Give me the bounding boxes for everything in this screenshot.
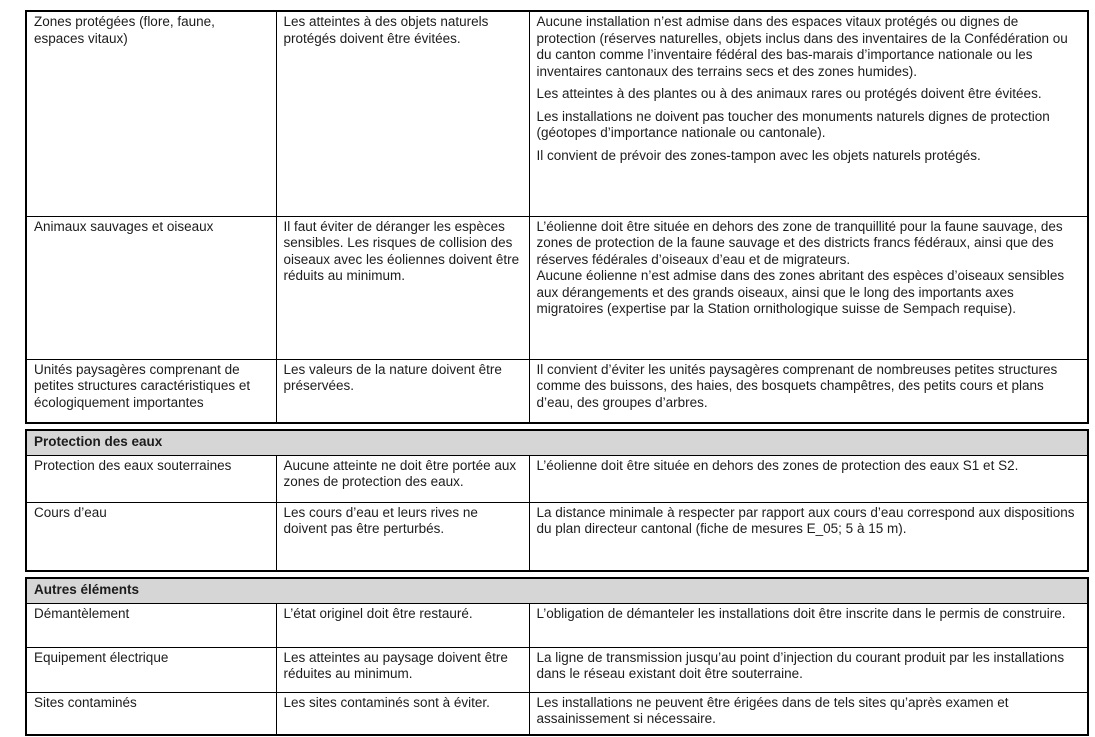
paragraph: Les installations ne doivent pas toucher des monuments naturels dignes de protection (géotopes d’importance nationale ou cantonale). [536, 108, 1050, 140]
table-row [26, 455, 1088, 502]
cell-details [529, 216, 1088, 359]
cell-principle: L’état originel doit être restauré. [276, 603, 529, 647]
cell-details [529, 502, 1088, 571]
section-title: Autres éléments [26, 578, 1088, 603]
cell-principle: Les atteintes au paysage doivent être réduites au minimum. [276, 647, 529, 692]
paragraph: Il convient d’éviter les unités paysagères comprenant de nombreuses petites structures comme des buissons, des haies, des bosquets champêtres, des petits cours et plans d’eau, des groupes d’arbres. [536, 361, 1058, 410]
cell-principle: Il faut éviter de déranger les espèces sensibles. Les risques de collision des oiseaux avec les éoliennes doivent être réduits au minimum. [276, 216, 529, 359]
paragraph: Les installations ne peuvent être érigées dans de tels sites qu’après examen et assainissement si nécessaire. [536, 694, 1009, 726]
table-row [26, 692, 1088, 735]
section-title: Protection des eaux [26, 430, 1088, 455]
paragraph: Aucune installation n’est admise dans des espaces vitaux protégés ou dignes de protection (réserves naturelles, objets inclus dans des inventaires de la Confédération ou du canton comme l’inventaire fédéral des bas-marais d’importance nationale ou les inventaires cantonaux des terrains secs et des zones humides). [536, 14, 1068, 79]
section-header-row [26, 430, 1088, 455]
paragraph: L’éolienne doit être située en dehors des zones de protection des eaux S1 et S2. [536, 457, 1019, 473]
cell-details [529, 455, 1088, 502]
table-row [26, 359, 1088, 423]
table-row [26, 216, 1088, 359]
cell-topic: Protection des eaux souterraines [26, 455, 276, 502]
cell-topic: Equipement électrique [26, 647, 276, 692]
cell-topic: Animaux sauvages et oiseaux [26, 216, 276, 359]
cell-principle: Aucune atteinte ne doit être portée aux zones de protection des eaux. [276, 455, 529, 502]
table-environment [25, 10, 1089, 424]
table-other-elements [25, 577, 1089, 736]
paragraph: Les atteintes à des plantes ou à des animaux rares ou protégés doivent être évitées. [536, 86, 1042, 101]
cell-topic: Zones protégées (flore, faune, espaces vitaux) [26, 11, 276, 216]
cell-details [529, 11, 1088, 216]
section-header-row [26, 578, 1088, 603]
table-row [26, 502, 1088, 571]
table-row [26, 647, 1088, 692]
cell-topic: Unités paysagères comprenant de petites structures caractéristiques et écologiquement importantes [26, 359, 276, 423]
cell-principle: Les sites contaminés sont à éviter. [276, 692, 529, 735]
cell-topic: Sites contaminés [26, 692, 276, 735]
paragraph: Aucune éolienne n’est admise dans des zones abritant des espèces d’oiseaux sensibles aux dérangements et des grands oiseaux, ainsi que le long des importants axes migratoires (expertise par la Station ornithologique suisse de Sempach requise). [536, 268, 1065, 316]
table-water-protection [25, 429, 1089, 572]
paragraph: La ligne de transmission jusqu’au point d’injection du courant produit par les installations dans le réseau existant doit être souterraine. [536, 649, 1065, 681]
cell-details [529, 359, 1088, 423]
cell-details [529, 647, 1088, 692]
paragraph: L’obligation de démanteler les installations doit être inscrite dans le permis de construire. [536, 605, 1066, 621]
paragraph: Il convient de prévoir des zones-tampon avec les objets naturels protégés. [536, 147, 981, 163]
cell-details [529, 692, 1088, 735]
cell-details [529, 603, 1088, 647]
cell-principle: Les atteintes à des objets naturels protégés doivent être évitées. [276, 11, 529, 216]
cell-topic: Démantèlement [26, 603, 276, 647]
table-row [26, 11, 1088, 216]
paragraph: La distance minimale à respecter par rapport aux cours d’eau correspond aux dispositions du plan directeur cantonal (fiche de mesures E_05; 5 à 15 m). [536, 504, 1075, 536]
table-row [26, 603, 1088, 647]
cell-principle: Les valeurs de la nature doivent être préservées. [276, 359, 529, 423]
paragraph: L’éolienne doit être située en dehors des zone de tranquillité pour la faune sauvage, des zones de protection de la faune sauvage et des districts francs fédéraux, ainsi que des réserves fédérales d’oiseaux d’eau et de migrateurs. [536, 218, 1063, 267]
cell-principle: Les cours d’eau et leurs rives ne doivent pas être perturbés. [276, 502, 529, 571]
cell-topic: Cours d’eau [26, 502, 276, 571]
